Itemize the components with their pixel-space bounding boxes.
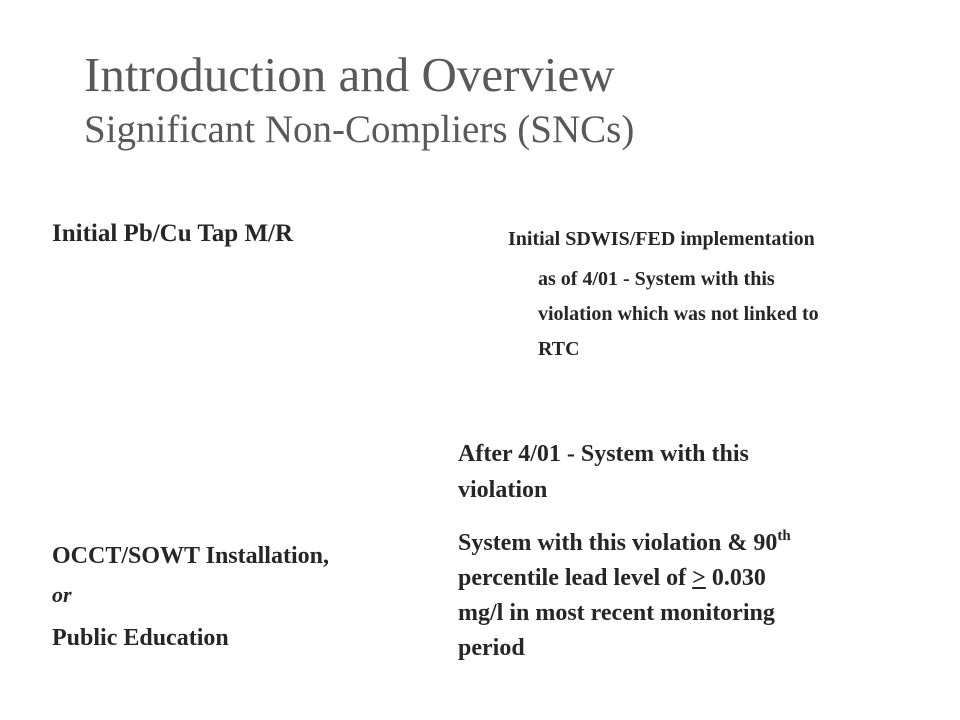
left-item-occt: OCCT/SOWT Installation, <box>52 543 329 569</box>
right-sys-line3: mg/l in most recent monitoring <box>458 600 775 626</box>
right-sys-line4: period <box>458 635 525 661</box>
left-heading-initial-tap: Initial Pb/Cu Tap M/R <box>52 220 294 247</box>
right-after-line1: After 4/01 - System with this <box>458 441 749 467</box>
right-sys-line1-sup: th <box>777 528 791 544</box>
slide-title: Introduction and Overview <box>84 47 615 102</box>
right-sys-line1 <box>458 526 938 561</box>
right-initial-line1: Initial SDWIS/FED implementation <box>508 228 815 250</box>
right-sys-line2-value: 0.030 <box>705 565 766 591</box>
right-after-block <box>458 436 938 508</box>
right-sys-line1-text: System with this violation & 90 <box>458 530 778 556</box>
right-system-block <box>458 526 938 666</box>
left-item-or: or <box>52 582 72 607</box>
left-item-public-education: Public Education <box>52 625 229 651</box>
right-sys-line2 <box>458 561 938 596</box>
right-initial-line4: RTC <box>538 338 580 360</box>
slide-subtitle: Significant Non-Compliers (SNCs) <box>84 108 635 151</box>
right-initial-block <box>538 262 938 367</box>
right-initial-line3: violation which was not linked to <box>538 303 819 325</box>
title-block <box>84 44 924 154</box>
right-after-line2: violation <box>458 477 548 503</box>
right-sys-line2-gte: > <box>692 565 706 591</box>
right-initial-line2: as of 4/01 - System with this <box>538 268 775 290</box>
right-sys-line2-text: percentile lead level of <box>458 565 693 591</box>
